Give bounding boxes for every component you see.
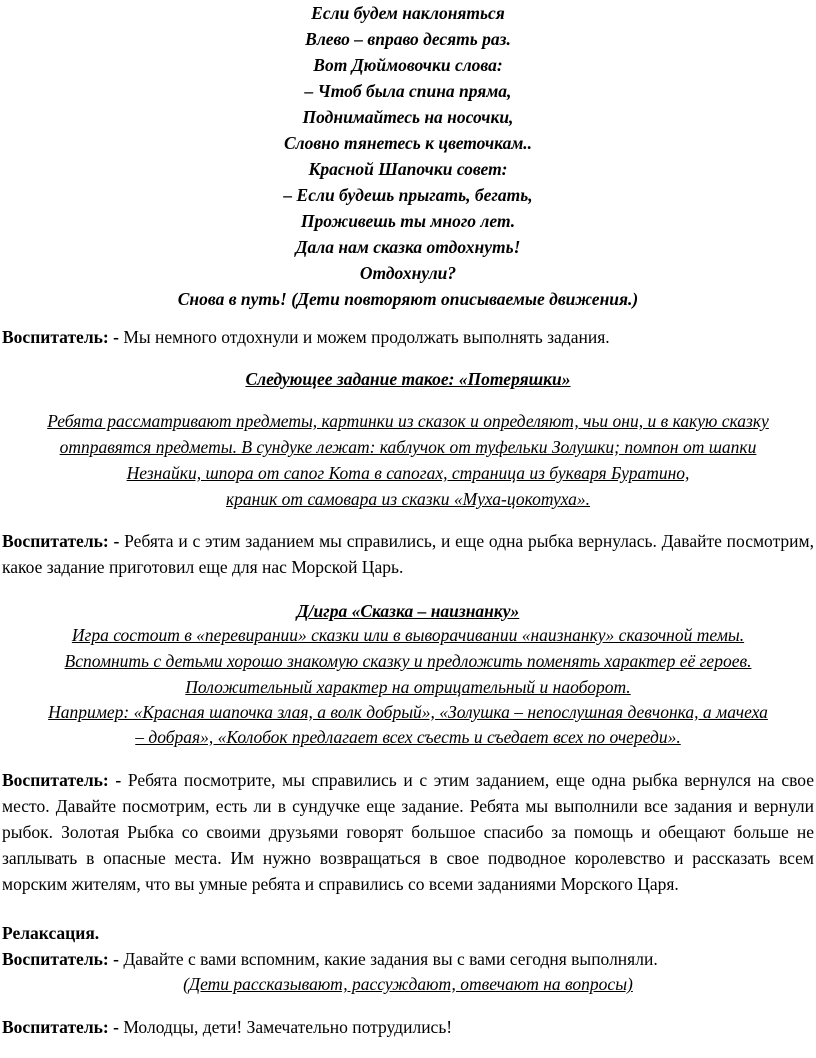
poem-line: Отдохнули? — [359, 263, 457, 283]
game-desc-line: Например: «Красная шапочка злая, а волк добрый», «Золушка – непослушная девчонка, а мачеха — [48, 702, 768, 722]
poem-line: – Чтоб была спина пряма, — [304, 81, 512, 101]
speaker-label: Воспитатель: - — [2, 327, 119, 347]
poem-line: Дала нам сказка отдохнуть! — [295, 237, 521, 257]
speaker-label: Воспитатель: - — [2, 1017, 119, 1037]
game-desc-line: Вспомнить с детьми хорошо знакомую сказку и предложить поменять характер её героев. — [64, 651, 752, 671]
game-desc-line: Положительный характер на отрицательный и наоборот. — [185, 677, 631, 697]
note: (Дети рассказывают, рассуждают, отвечают на вопросы) — [183, 974, 633, 994]
speaker-label: Воспитатель: - — [2, 770, 122, 790]
paragraph — [2, 767, 814, 897]
paragraph — [2, 948, 816, 970]
task-desc-line: Ребята рассматривают предметы, картинки из сказок и определяют, чьи они, и в какую сказку — [47, 411, 769, 431]
paragraph-text: Ребята посмотрите, мы справились и с этим заданием, еще одна рыбка вернулся на свое место. Давайте посмотрим, есть ли в сундучке еще задание. Ребята мы выполнили все задания и вернули рыбок. Золотая Рыбка со своими друзьями говорят большое спасибо за помощь и обещают больше не заплывать в опасные места. Им нужно возвращаться в свое подводное королевство и рассказать всем морским жителям, что вы умные ребята и справились со всеми заданиями Морского Царя. — [2, 770, 815, 894]
game-heading: Д/игра «Сказка – наизнанку» — [296, 601, 520, 621]
poem-line: Проживешь ты много лет. — [300, 211, 516, 231]
task-desc-line: краник от самовара из сказки «Муха-цокотуха». — [226, 489, 590, 509]
paragraph-text: Давайте с вами вспомним, какие задания вы с вами сегодня выполняли. — [123, 949, 658, 969]
paragraph-text: Мы немного отдохнули и можем продолжать выполнять задания. — [123, 327, 610, 347]
poem-line: – Если будешь прыгать, бегать, — [283, 185, 533, 205]
paragraph-text: Ребята и с этим заданием мы справились, и еще одна рыбка вернулась. Давайте посмотрим, какое задание приготовил еще для нас Морской Царь. — [2, 531, 814, 577]
poem-line: Красной Шапочки совет: — [308, 159, 508, 179]
poem-line: Вот Дюймовочки слова: — [313, 55, 503, 75]
task-heading: Следующее задание такое: «Потеряшки» — [245, 369, 571, 389]
poem-line: Словно тянетесь к цветочкам.. — [283, 133, 533, 153]
paragraph — [2, 528, 814, 580]
poem-line: Поднимайтесь на носочки, — [302, 107, 514, 127]
speaker-label: Воспитатель: - — [2, 949, 119, 969]
speaker-label: Воспитатель: - — [2, 531, 120, 551]
poem-line: Влево – вправо десять раз. — [305, 29, 511, 49]
poem-line: Если будем наклоняться — [311, 3, 505, 23]
task-desc-line: отправятся предметы. В сундуке лежат: каблучок от туфельки Золушки; помпон от шапки — [59, 437, 757, 457]
game-desc-line: – добрая», «Колобок предлагает всех съесть и съедает всех по очереди». — [135, 727, 681, 747]
paragraph — [2, 326, 816, 348]
task-desc-line: Незнайки, шпора от сапог Кота в сапогах, страница из букваря Буратино, — [126, 463, 690, 483]
relaxation-heading: Релаксация. — [2, 923, 100, 943]
poem-line: Снова в путь! (Дети повторяют описываемые движения.) — [177, 289, 639, 309]
game-desc-line: Игра состоит в «перевирании» сказки или в выворачивании «наизнанку» сказочной темы. — [71, 625, 745, 645]
paragraph-text: Молодцы, дети! Замечательно потрудились! — [123, 1017, 453, 1037]
paragraph — [2, 1016, 816, 1038]
